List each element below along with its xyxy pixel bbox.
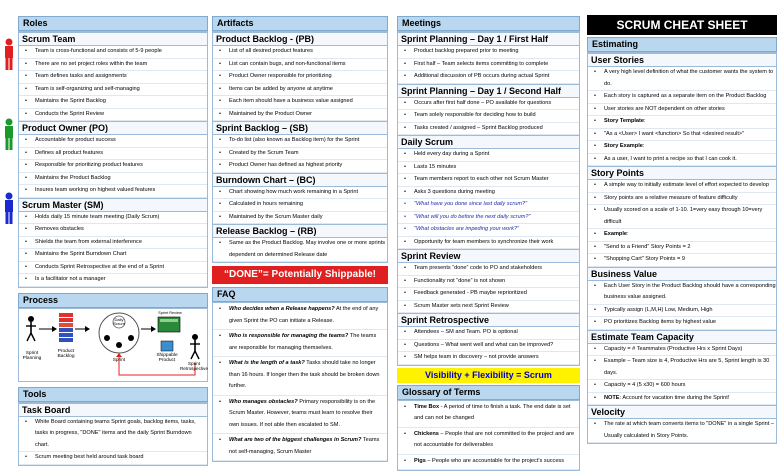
list-item: • "What have you done since last daily scrum?" [398, 199, 579, 212]
sprint-retrospective-list [398, 327, 579, 365]
list-item: • Team members report to each other not Scrum Master [398, 174, 579, 187]
tools-box [18, 402, 208, 466]
list-item: • Typically assign (L,M,H) Low, Medium, High [588, 305, 776, 318]
label-shippable-product: Shippable Product [153, 353, 181, 364]
user-stories-list [588, 67, 776, 166]
faq-question: Who is responsible for managing the teams? [229, 333, 348, 339]
tools-header: Tools [18, 387, 208, 402]
list-item: • A simple way to initially estimate level of effort expected to develop [588, 180, 776, 193]
burndown-chart-title: Burndown Chart – (BC) [213, 173, 387, 187]
visibility-banner: Visibility + Flexibility = Scrum [397, 368, 580, 383]
list-item: • First half – Team selects items committing to complete [398, 59, 579, 72]
list-item: • Conducts Sprint Retrospective at the end of a Sprint [19, 262, 207, 275]
faq-box [212, 302, 388, 462]
list-item: • There are no set project roles within the team [19, 59, 207, 72]
list-item: • Product Owner responsible for prioritizing [213, 71, 387, 84]
faq-item [213, 303, 387, 330]
list-item: • Each story is captured as a separate item on the Product Backlog [588, 91, 776, 104]
list-item [588, 393, 776, 406]
task-board-title: Task Board [19, 403, 207, 417]
glossary-item [398, 401, 579, 428]
faq-question: Who decides when a Release happens? [229, 306, 335, 312]
release-backlog-list [213, 238, 387, 262]
list-item: • Lasts 15 minutes [398, 162, 579, 175]
list-item: • Additional discussion of PB occurs during actual Sprint [398, 71, 579, 84]
sprint-planning-second-title: Sprint Planning – Day 1 / Second Half [398, 84, 579, 98]
list-item: • Maintained by the Scrum Master daily [213, 212, 387, 225]
list-item: • Team is cross-functional and consists of 5-9 people [19, 46, 207, 59]
list-item: • Asks 3 questions during meeting [398, 187, 579, 200]
list-item: • Same as the Product Backlog. May involve one or more sprints dependent on determined Release date [213, 238, 387, 262]
list-item: • User stories are NOT dependent on other stories [588, 104, 776, 117]
note-label: NOTE [604, 395, 620, 401]
artifacts-header: Artifacts [212, 16, 388, 31]
list-item: • Questions – What went well and what can be improved? [398, 340, 579, 353]
list-item: • Each User Story in the Product Backlog should have a corresponding business value assigned. [588, 281, 776, 305]
sprint-retrospective-title: Sprint Retrospective [398, 313, 579, 327]
sprint-review-list [398, 263, 579, 313]
list-item: • Scrum meeting best held around task board [19, 452, 207, 465]
list-item: • Chart showing how much work remaining in a Sprint [213, 187, 387, 200]
faq-question: What are two of the biggest challenges in Scrum? [229, 437, 361, 443]
team-capacity-list [588, 344, 776, 406]
business-value-list [588, 281, 776, 330]
list-item: • Accountable for product success [19, 135, 207, 148]
daily-scrum-list [398, 149, 579, 249]
glossary-item [398, 428, 579, 455]
list-item: • Story Example: [588, 141, 776, 154]
velocity-list [588, 419, 776, 443]
list-item: • List of all desired product features [213, 46, 387, 59]
list-item: • Insures team working on highest valued features [19, 185, 207, 198]
story-points-title: Story Points [588, 166, 776, 180]
glossary-term: Chickens [414, 431, 439, 437]
shippable-product-box-icon [161, 341, 173, 351]
label-daily-scrum: Daily Scrum [110, 318, 128, 327]
product-owner-title: Product Owner (PO) [19, 121, 207, 135]
list-item: • As a user, I want to print a recipe so that I can cook it. [588, 154, 776, 167]
list-item: • Maintained by the Product Owner [213, 109, 387, 122]
label-sprint-review: Sprint Review [157, 311, 183, 315]
team-capacity-title: Estimate Team Capacity [588, 330, 776, 344]
page-title: SCRUM CHEAT SHEET [587, 15, 777, 35]
business-value-title: Business Value [588, 267, 776, 281]
list-item: • Maintains the Sprint Burndown Chart [19, 249, 207, 262]
list-item: • "Shopping Cart" Story Points = 9 [588, 254, 776, 267]
faq-item [213, 396, 387, 435]
list-item: • Feedback generated - PB maybe reprioritized [398, 288, 579, 301]
label-sprint-planning: Sprint Planning [21, 351, 43, 362]
velocity-title: Velocity [588, 405, 776, 419]
process-header: Process [18, 293, 208, 308]
faq-item [213, 357, 387, 396]
list-item: • "Send to a Friend" Story Points = 2 [588, 242, 776, 255]
list-item: • Tasks created / assigned – Sprint Backlog produced [398, 123, 579, 136]
meetings-header: Meetings [397, 16, 580, 31]
roles-header: Roles [18, 16, 208, 31]
done-banner: “DONE”= Potentially Shippable! [212, 266, 388, 284]
list-item: • Attendees – SM and Team. PO is optional [398, 327, 579, 340]
estimating-box [587, 52, 777, 444]
list-item: • Story Template: [588, 116, 776, 129]
list-item: • Maintains the Sprint Backlog [19, 96, 207, 109]
list-item: • Shields the team from external interference [19, 237, 207, 250]
artifacts-box [212, 31, 388, 263]
list-item: • Team defines tasks and assignments [19, 71, 207, 84]
sprint-planning-first-title: Sprint Planning – Day 1 / First Half [398, 32, 579, 46]
product-owner-person-icon [2, 118, 16, 152]
release-backlog-title: Release Backlog – (RB) [213, 224, 387, 238]
label-product-backlog: Product Backlog [52, 349, 80, 360]
story-points-list [588, 180, 776, 267]
list-item: • Items can be added by anyone at anytime [213, 84, 387, 97]
glossary-definition: – People that are not committed to the project and are not accountable for deliverables [414, 431, 574, 449]
scrum-team-title: Scrum Team [19, 32, 207, 46]
list-item: • Product Owner has defined as highest priority [213, 160, 387, 173]
burndown-chart-list [213, 187, 387, 225]
list-item: • Team is self-organizing and self-managing [19, 84, 207, 97]
backlog-stack-icon [59, 313, 73, 342]
faq-answer: Primary responsibility is on the Scrum Master. However, teams must learn to resolve their own issues. If not able then escalated to SM. [229, 399, 375, 428]
glossary-definition: - A period of time to finish a task. The end date is set and can not be changed [414, 404, 571, 422]
list-item: • Holds daily 15 minute team meeting (Daily Scrum) [19, 212, 207, 225]
list-item: • Created by the Scrum Team [213, 148, 387, 161]
scrum-team-person-icon [2, 38, 16, 72]
list-item: • Capacity = 4 (5 x30) = 600 hours [588, 380, 776, 393]
list-item: • Held every day during a Sprint [398, 149, 579, 162]
list-item: • "As a <User> I want <function> So that <desired result>" [588, 129, 776, 142]
task-board-list [19, 417, 207, 465]
glossary-item [398, 455, 579, 471]
list-item: • Example: [588, 229, 776, 242]
story-points-example-label: Example [604, 231, 627, 237]
list-item: • A very high level definition of what the customer wants the system to do. [588, 67, 776, 91]
roles-box [18, 31, 208, 288]
column-estimating [587, 15, 777, 444]
list-item: • Removes obstacles [19, 224, 207, 237]
meetings-box [397, 31, 580, 366]
estimating-header: Estimating [587, 37, 777, 52]
list-item: • Conducts the Sprint Review [19, 109, 207, 122]
glossary-definition: – People who are accountable for the project's success [426, 458, 564, 464]
note-text: : Account for vacation time during the Sprint! [620, 395, 730, 401]
sprint-backlog-title: Sprint Backlog – (SB) [213, 121, 387, 135]
daily-scrum-title: Daily Scrum [398, 135, 579, 149]
sprint-backlog-list [213, 135, 387, 173]
glossary-header: Glossary of Terms [397, 385, 580, 400]
scrum-master-list [19, 212, 207, 287]
faq-answer: At the end of any given Sprint the PO can initiate a Release. [229, 306, 378, 324]
story-example-label: Story Example [604, 143, 643, 149]
list-item: • SM helps team in discovery – not provide answers [398, 352, 579, 365]
faq-header: FAQ [212, 287, 388, 302]
list-item: • Responsible for prioritizing product features [19, 160, 207, 173]
scrum-master-person-icon [2, 192, 16, 226]
list-item: • Team solely responsible for deciding how to build [398, 110, 579, 123]
list-item: • "What will you do before the next daily scrum?" [398, 212, 579, 225]
glossary-term: Time Box [414, 404, 439, 410]
scrum-team-list [19, 46, 207, 121]
column-artifacts [212, 16, 388, 462]
faq-answer: Tasks should take no longer than 16 hours. If longer then the task should be broken down further. [229, 360, 380, 389]
faq-question: Who manages obstacles? [229, 399, 298, 405]
story-template-label: Story Template [604, 118, 644, 124]
process-diagram [18, 308, 208, 382]
product-owner-list [19, 135, 207, 198]
list-item: • Usually scored on a scale of 1-10. 1=very easy through 10=very difficult [588, 205, 776, 229]
list-item: • Example – Team size is 4, Productive Hrs are 5, Sprint length is 30 days. [588, 356, 776, 380]
faq-item [213, 434, 387, 461]
list-item: • Team presents “done” code to PO and stakeholders [398, 263, 579, 276]
label-sprint-retrospective: Sprint Retrospective [179, 361, 209, 372]
list-item: • White Board containing teams Sprint goals, backlog items, tasks, tasks in progress, "DONE" items and the daily Sprint Burndown chart. [19, 417, 207, 453]
retrospective-person-icon [190, 334, 200, 359]
faq-answer: The teams are responsible for managing themselves. [229, 333, 376, 351]
list-item: • To-do list (also known as Backlog item) for the Sprint [213, 135, 387, 148]
list-item: • Is a facilitator not a manager [19, 274, 207, 287]
sprint-planning-person-icon [26, 316, 36, 341]
list-item: • Calculated in hours remaining [213, 199, 387, 212]
list-item: • The rate at which team converts items to "DONE" in a single Sprint – Usually calculated in Story Points. [588, 419, 776, 443]
list-item: • PO prioritizes Backlog items by highest value [588, 317, 776, 330]
sprint-review-title: Sprint Review [398, 249, 579, 263]
column-roles [18, 16, 208, 466]
user-stories-title: User Stories [588, 53, 776, 67]
scrum-master-title: Scrum Master (SM) [19, 198, 207, 212]
faq-item [213, 330, 387, 357]
label-sprint: Sprint [109, 358, 129, 363]
list-item: • Each item should have a business value assigned [213, 96, 387, 109]
list-item: • Defines all product features [19, 148, 207, 161]
product-backlog-list [213, 46, 387, 121]
product-backlog-title: Product Backlog - (PB) [213, 32, 387, 46]
list-item: • Opportunity for team members to synchronize their work [398, 237, 579, 250]
glossary-box [397, 400, 580, 471]
faq-question: What is the length of a task? [229, 360, 305, 366]
list-item: • Story points are a relative measure of feature difficulty [588, 193, 776, 206]
list-item: • Functionality not “done” is not shown [398, 276, 579, 289]
list-item: • Capacity = # Teammates (Productive Hrs x Sprint Days) [588, 344, 776, 357]
list-item: • Maintains the Product Backlog [19, 173, 207, 186]
sprint-planning-first-list [398, 46, 579, 84]
glossary-term: Pigs [414, 458, 426, 464]
list-item: • Product backlog prepared prior to meeting [398, 46, 579, 59]
faq-answer: Teams not self-managing, Scrum Master [229, 437, 379, 455]
list-item: • Occurs after first half done – PO available for questions [398, 98, 579, 111]
sprint-review-screen-icon [158, 317, 180, 332]
column-meetings [397, 16, 580, 471]
list-item: • Scrum Master sets next Sprint Review [398, 301, 579, 314]
sprint-planning-second-list [398, 98, 579, 136]
list-item: • "What obstacles are impeding your work?" [398, 224, 579, 237]
list-item: • List can contain bugs, and non-functional items [213, 59, 387, 72]
